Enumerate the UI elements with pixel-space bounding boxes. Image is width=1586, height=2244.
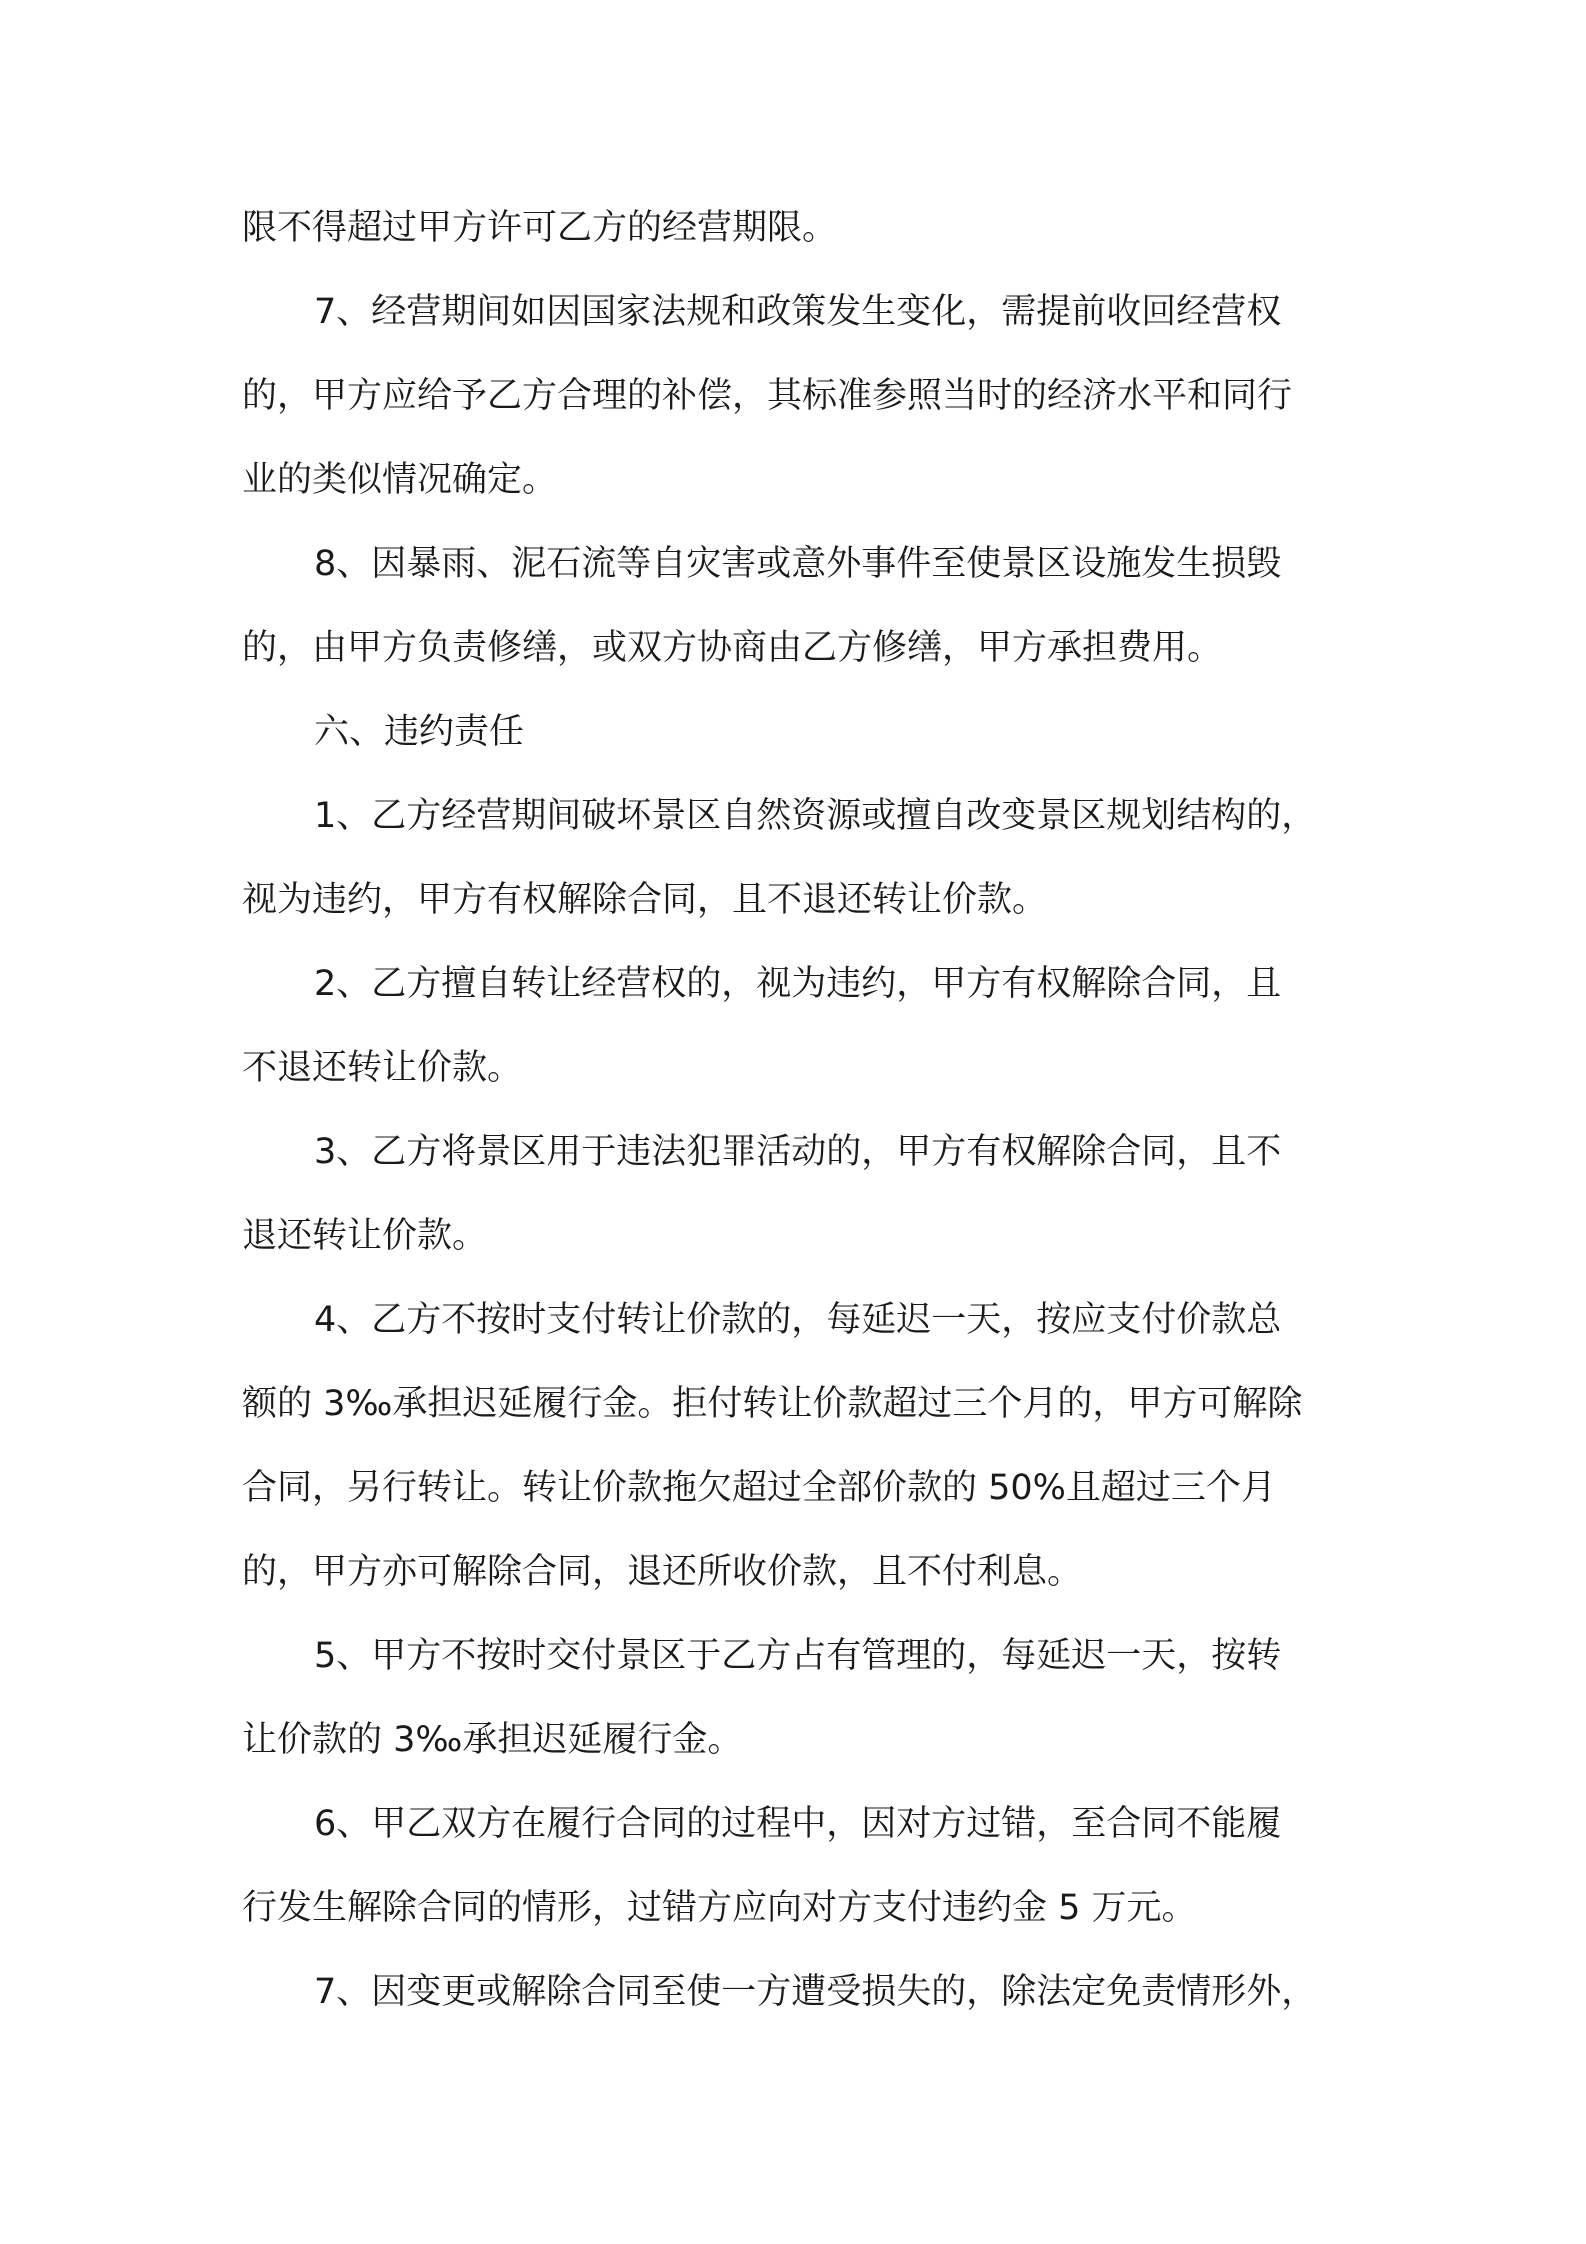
section-heading: 六、违约责任 (314, 712, 525, 752)
text-line: 4、乙方不按时支付转让价款的，每延迟一天，按应支付价款总 (314, 1300, 1282, 1340)
text-line: 不退还转让价款。 (242, 1048, 523, 1088)
text-line: 业的类似情况确定。 (242, 460, 558, 500)
text-line: 退还转让价款。 (242, 1216, 488, 1256)
text-line: 2、乙方擅自转让经营权的，视为违约，甲方有权解除合同，且 (314, 964, 1282, 1004)
text-line: 7、经营期间如因国家法规和政策发生变化，需提前收回经营权 (314, 292, 1282, 332)
text-line: 8、因暴雨、泥石流等自灾害或意外事件至使景区设施发生损毁 (314, 544, 1282, 584)
text-line: 1、乙方经营期间破坏景区自然资源或擅自改变景区规划结构的， (314, 796, 1317, 836)
text-line: 7、因变更或解除合同至使一方遭受损失的，除法定免责情形外， (314, 1972, 1317, 2012)
text-line: 的，甲方亦可解除合同，退还所收价款，且不付利息。 (242, 1552, 1083, 1592)
text-line: 合同，另行转让。转让价款拖欠超过全部价款的 50%且超过三个月 (242, 1468, 1276, 1508)
text-line: 视为违约，甲方有权解除合同，且不退还转让价款。 (242, 880, 1048, 920)
text-line: 6、甲乙双方在履行合同的过程中，因对方过错，至合同不能履 (314, 1804, 1282, 1844)
text-line: 限不得超过甲方许可乙方的经营期限。 (242, 208, 838, 248)
text-line: 额的 3‰承担迟延履行金。拒付转让价款超过三个月的，甲方可解除 (242, 1384, 1303, 1424)
contract-text (242, 186, 1364, 2034)
text-line: 行发生解除合同的情形，过错方应向对方支付违约金 5 万元。 (242, 1888, 1197, 1928)
text-line: 3、乙方将景区用于违法犯罪活动的，甲方有权解除合同，且不 (314, 1132, 1282, 1172)
text-line: 5、甲方不按时交付景区于乙方占有管理的，每延迟一天，按转 (314, 1636, 1282, 1676)
text-line: 的，甲方应给予乙方合理的补偿，其标准参照当时的经济水平和同行 (242, 376, 1293, 416)
text-line: 的，由甲方负责修缮，或双方协商由乙方修缮，甲方承担费用。 (242, 628, 1223, 668)
text-line: 让价款的 3‰承担迟延履行金。 (242, 1720, 743, 1760)
